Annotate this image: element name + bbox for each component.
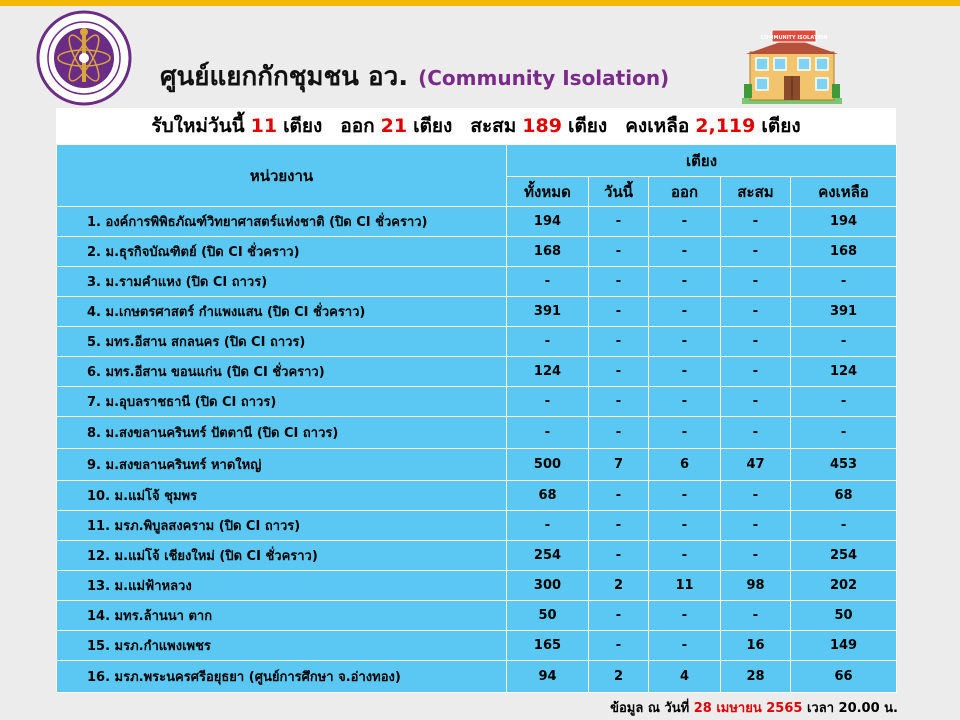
summary-unit: เตียง — [761, 115, 801, 137]
table-row — [57, 267, 897, 297]
cell-remain: 202 — [791, 571, 897, 601]
cell-today: - — [589, 327, 649, 357]
cell-today: - — [589, 207, 649, 237]
cell-remain: 68 — [791, 481, 897, 511]
cell-total: 50 — [507, 601, 589, 631]
cell-name: 8. ม.สงขลานครินทร์ ปัตตานี (ปิด CI ถาวร) — [57, 417, 507, 449]
cell-accum: 28 — [721, 661, 791, 693]
header-beds: เตียง — [507, 145, 897, 177]
cell-total: - — [507, 417, 589, 449]
cell-today: - — [589, 387, 649, 417]
cell-name: 11. มรภ.พิบูลสงคราม (ปิด CI ถาวร) — [57, 511, 507, 541]
table-row — [57, 449, 897, 481]
footer-time: เวลา 20.00 น. — [806, 701, 898, 716]
cell-accum: - — [721, 297, 791, 327]
cell-out: - — [649, 387, 721, 417]
summary-bar — [56, 108, 896, 144]
cell-total: - — [507, 511, 589, 541]
cell-name: 5. มทร.อีสาน สกลนคร (ปิด CI ถาวร) — [57, 327, 507, 357]
cell-total: 300 — [507, 571, 589, 601]
cell-total: - — [507, 387, 589, 417]
cell-total: 68 — [507, 481, 589, 511]
cell-today: - — [589, 237, 649, 267]
cell-out: - — [649, 601, 721, 631]
cell-accum: - — [721, 207, 791, 237]
cell-name: 4. ม.เกษตรศาสตร์ กำแพงแสน (ปิด CI ชั่วคราว) — [57, 297, 507, 327]
cell-name: 1. องค์การพิพิธภัณฑ์วิทยาศาสตร์แห่งชาติ (ปิด CI ชั่วคราว) — [57, 207, 507, 237]
table-row — [57, 297, 897, 327]
cell-out: - — [649, 541, 721, 571]
cell-accum: 98 — [721, 571, 791, 601]
cell-accum: - — [721, 327, 791, 357]
cell-accum: 47 — [721, 449, 791, 481]
cell-total: 124 — [507, 357, 589, 387]
summary-out-value: 21 — [380, 115, 408, 137]
cell-out: - — [649, 327, 721, 357]
cell-remain: 453 — [791, 449, 897, 481]
table-row — [57, 511, 897, 541]
beds-table — [56, 144, 897, 693]
cell-today: - — [589, 511, 649, 541]
cell-name: 13. ม.แม่ฟ้าหลวง — [57, 571, 507, 601]
cell-total: - — [507, 267, 589, 297]
cell-name: 10. ม.แม่โจ้ ชุมพร — [57, 481, 507, 511]
table-row — [57, 661, 897, 693]
cell-remain: 124 — [791, 357, 897, 387]
cell-total: 194 — [507, 207, 589, 237]
cell-name: 3. ม.รามคำแหง (ปิด CI ถาวร) — [57, 267, 507, 297]
cell-today: - — [589, 541, 649, 571]
table-row — [57, 481, 897, 511]
table-row — [57, 327, 897, 357]
cell-today: - — [589, 297, 649, 327]
table-row — [57, 601, 897, 631]
cell-total: 391 — [507, 297, 589, 327]
table-body — [57, 207, 897, 693]
table-row — [57, 571, 897, 601]
header-total: ทั้งหมด — [507, 177, 589, 207]
cell-accum: - — [721, 417, 791, 449]
cell-remain: 168 — [791, 237, 897, 267]
header-unit: หน่วยงาน — [57, 145, 507, 207]
cell-accum: - — [721, 237, 791, 267]
cell-today: 2 — [589, 661, 649, 693]
community-isolation-building-icon — [742, 22, 842, 104]
data-timestamp — [610, 697, 898, 718]
cell-remain: 66 — [791, 661, 897, 693]
summary-remain-label: คงเหลือ — [625, 115, 690, 137]
cell-name: 12. ม.แม่โจ้ เชียงใหม่ (ปิด CI ชั่วคราว) — [57, 541, 507, 571]
cell-today: - — [589, 631, 649, 661]
table-row — [57, 541, 897, 571]
table-row — [57, 387, 897, 417]
header-out: ออก — [649, 177, 721, 207]
table-row — [57, 417, 897, 449]
cell-name: 15. มรภ.กำแพงเพชร — [57, 631, 507, 661]
summary-accum-label: สะสม — [470, 115, 517, 137]
table-row — [57, 357, 897, 387]
cell-remain: 391 — [791, 297, 897, 327]
summary-unit: เตียง — [413, 115, 453, 137]
cell-remain: - — [791, 387, 897, 417]
cell-remain: 50 — [791, 601, 897, 631]
summary-accum-value: 189 — [522, 115, 562, 137]
cell-out: - — [649, 481, 721, 511]
cell-today: - — [589, 267, 649, 297]
summary-new-label: รับใหม่วันนี้ — [151, 115, 245, 137]
cell-total: 500 — [507, 449, 589, 481]
summary-unit: เตียง — [283, 115, 323, 137]
cell-accum: - — [721, 357, 791, 387]
cell-out: - — [649, 417, 721, 449]
header-today: วันนี้ — [589, 177, 649, 207]
cell-out: 4 — [649, 661, 721, 693]
cell-out: - — [649, 511, 721, 541]
footer-prefix: ข้อมูล ณ วันที่ — [610, 701, 690, 716]
summary-remain-value: 2,119 — [695, 115, 756, 137]
cell-accum: - — [721, 601, 791, 631]
top-accent-bar — [0, 0, 960, 6]
cell-remain: - — [791, 327, 897, 357]
cell-today: - — [589, 357, 649, 387]
summary-new-value: 11 — [250, 115, 278, 137]
cell-accum: - — [721, 387, 791, 417]
cell-total: 168 — [507, 237, 589, 267]
header-remain: คงเหลือ — [791, 177, 897, 207]
cell-name: 7. ม.อุบลราชธานี (ปิด CI ถาวร) — [57, 387, 507, 417]
cell-out: - — [649, 207, 721, 237]
table-row — [57, 207, 897, 237]
cell-name: 2. ม.ธุรกิจบัณฑิตย์ (ปิด CI ชั่วคราว) — [57, 237, 507, 267]
cell-name: 14. มทร.ล้านนา ตาก — [57, 601, 507, 631]
summary-unit: เตียง — [567, 115, 608, 137]
cell-out: - — [649, 357, 721, 387]
ministry-logo-icon — [36, 10, 132, 106]
cell-remain: - — [791, 511, 897, 541]
title-english: (Community Isolation) — [418, 66, 670, 90]
cell-accum: - — [721, 267, 791, 297]
cell-today: - — [589, 417, 649, 449]
cell-total: 94 — [507, 661, 589, 693]
cell-total: - — [507, 327, 589, 357]
cell-accum: - — [721, 541, 791, 571]
table-row — [57, 237, 897, 267]
cell-out: 6 — [649, 449, 721, 481]
page-title — [160, 56, 669, 96]
cell-out: - — [649, 237, 721, 267]
table-row — [57, 631, 897, 661]
cell-out: 11 — [649, 571, 721, 601]
cell-out: - — [649, 297, 721, 327]
cell-remain: - — [791, 417, 897, 449]
cell-total: 165 — [507, 631, 589, 661]
cell-accum: - — [721, 481, 791, 511]
cell-today: 2 — [589, 571, 649, 601]
header-accum: สะสม — [721, 177, 791, 207]
cell-remain: 254 — [791, 541, 897, 571]
cell-out: - — [649, 631, 721, 661]
cell-today: - — [589, 601, 649, 631]
cell-remain: - — [791, 267, 897, 297]
cell-name: 16. มรภ.พระนครศรีอยุธยา (ศูนย์การศึกษา จ.อ่างทอง) — [57, 661, 507, 693]
title-thai: ศูนย์แยกกักชุมชน อว. — [160, 62, 409, 92]
cell-today: 7 — [589, 449, 649, 481]
cell-name: 9. ม.สงขลานครินทร์ หาดใหญ่ — [57, 449, 507, 481]
cell-remain: 149 — [791, 631, 897, 661]
footer-date: 28 เมษายน 2565 — [693, 701, 803, 716]
building-sign-text: COMMUNITY ISOLATION — [760, 35, 828, 41]
cell-name: 6. มทร.อีสาน ขอนแก่น (ปิด CI ชั่วคราว) — [57, 357, 507, 387]
summary-out-label: ออก — [340, 115, 375, 137]
cell-total: 254 — [507, 541, 589, 571]
cell-today: - — [589, 481, 649, 511]
cell-accum: 16 — [721, 631, 791, 661]
cell-remain: 194 — [791, 207, 897, 237]
cell-accum: - — [721, 511, 791, 541]
cell-out: - — [649, 267, 721, 297]
